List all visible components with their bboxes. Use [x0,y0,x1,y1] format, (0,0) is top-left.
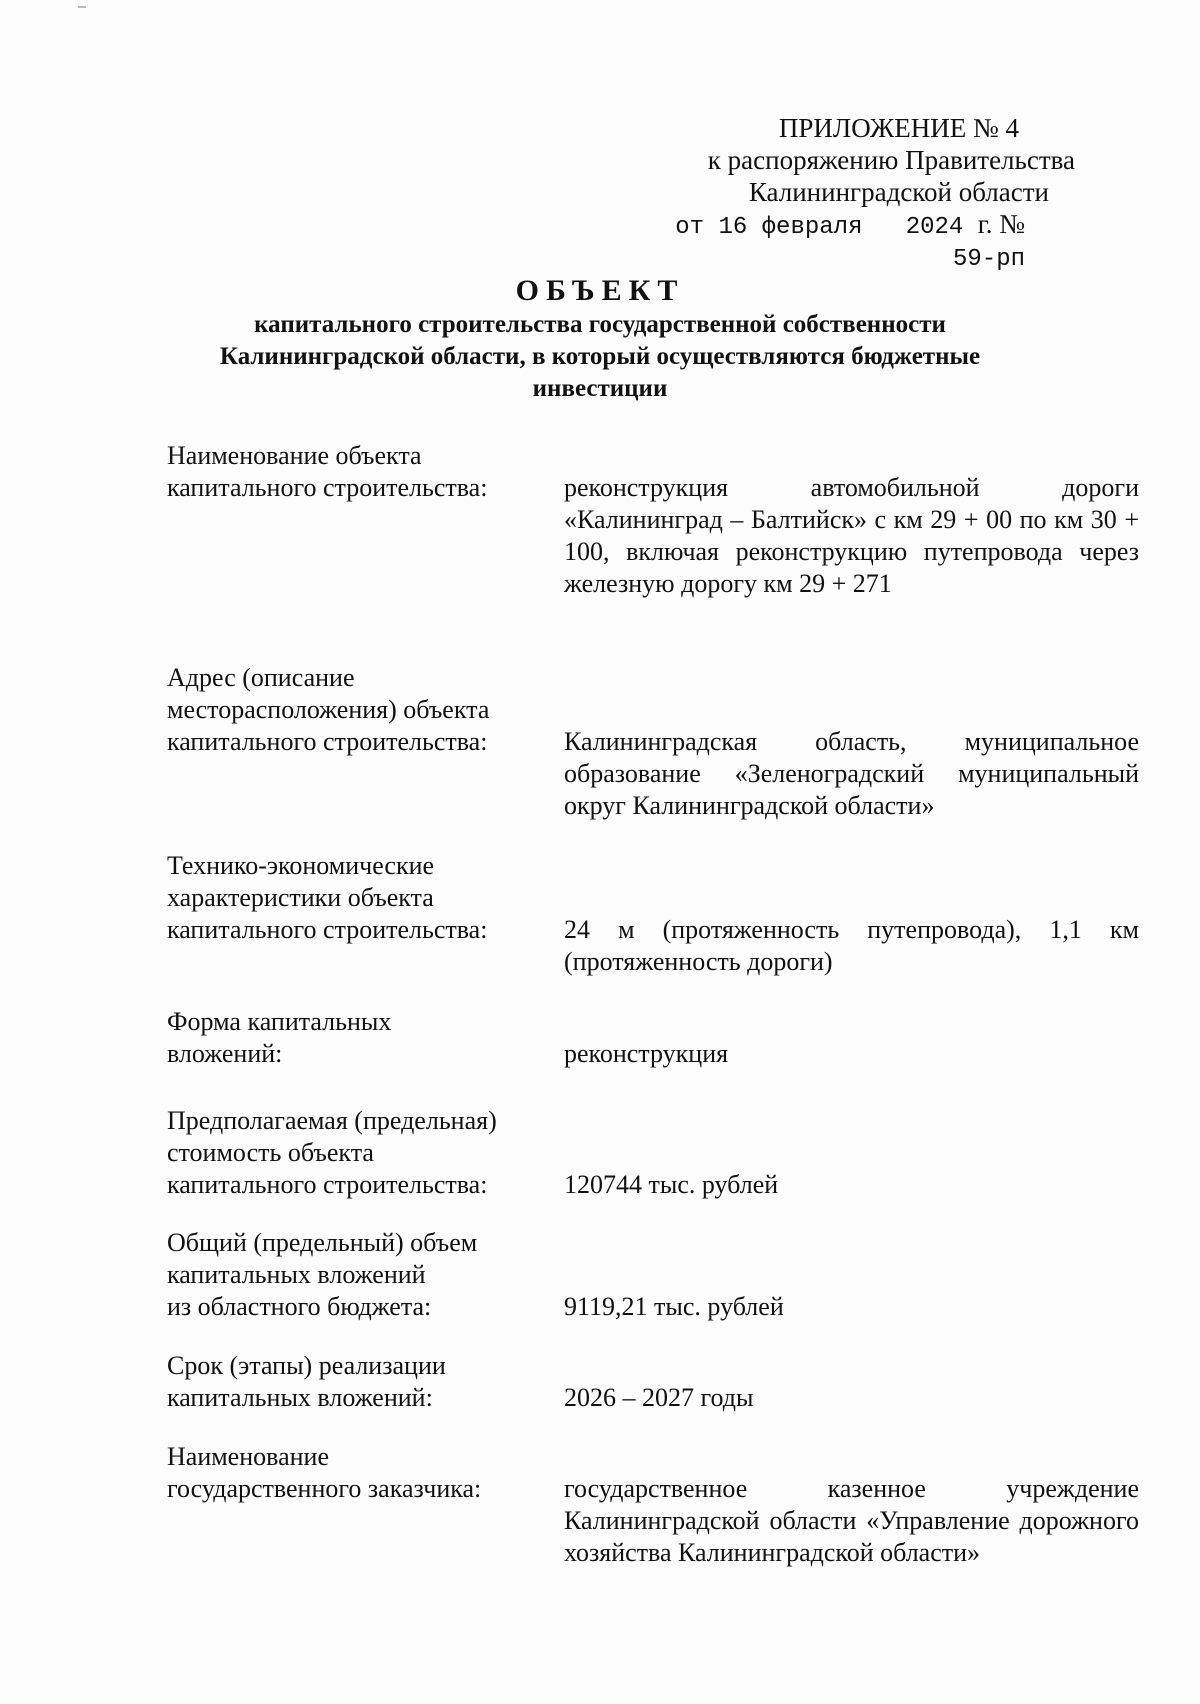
label-line: из областного бюджета: [167,1292,432,1321]
label-line: капитального строительства: [167,473,488,502]
field-label [167,1006,552,1070]
field-label [167,1441,552,1505]
label-line: Технико-экономические [167,851,435,880]
field-value: 2026 – 2027 годы [564,1383,754,1412]
field-value: 9119,21 тыс. рублей [564,1292,784,1321]
title-line-1: капитального строительства государственной собственности [254,311,946,338]
document-title [130,273,1070,405]
field-label [167,1227,552,1323]
label-line: Предполагаемая (предельная) [167,1106,497,1135]
field-value: реконструкция [564,1039,729,1068]
field-value: 24 м (протяженность путепровода), 1,1 км (протяженность дороги) [564,915,1139,976]
scan-mark [78,6,86,8]
field-value: государственное казенное учреждение Калининградской области «Управление дорожного хозяйства Калининградской области» [564,1474,1139,1567]
label-line: Наименование [167,1442,329,1471]
appendix-block [655,112,1075,276]
appendix-date [655,208,1075,276]
field-value: Калининградская область, муниципальное образование «Зеленоградский муниципальный округ Калининградской области» [564,727,1139,820]
field-label [167,1105,552,1201]
label-line: Наименование объекта [167,441,422,470]
title-heading: ОБЪЕКТ [515,274,685,307]
label-line: Общий (предельный) объем [167,1228,478,1257]
date-number-label: г. № [977,209,1025,239]
field-value: реконструкция автомобильной дороги «Калининград – Балтийск» с км 29 + 00 по км 30 + 100, включая реконструкцию путепровода через железную дорогу км 29 + 271 [564,473,1139,598]
label-line: месторасположения) объекта [167,695,490,724]
label-line: капитального строительства: [167,727,488,756]
label-line: Форма капитальных [167,1007,392,1036]
field-value: 120744 тыс. рублей [564,1170,779,1199]
title-line-3: инвестиции [532,375,668,402]
date-prefix: от 16 февраля [675,214,863,241]
title-line-2: Калининградской области, в который осуществляются бюджетные [219,343,981,370]
appendix-title: ПРИЛОЖЕНИЕ № 4 [778,113,1019,143]
label-line: государственного заказчика: [167,1474,482,1503]
label-line: капитальных вложений [167,1260,426,1289]
label-line: Срок (этапы) реализации [167,1351,446,1380]
field-label [167,1350,552,1414]
field-label [167,440,552,504]
label-line: капитального строительства: [167,1170,488,1199]
label-line: стоимость объекта [167,1138,374,1167]
field-label [167,662,552,758]
label-line: капитального строительства: [167,915,488,944]
label-line: вложений: [167,1039,283,1068]
order-number: 59-рп [952,246,1025,273]
date-year: 2024 [905,214,964,241]
label-line: Адрес (описание [167,663,355,692]
label-line: капитальных вложений: [167,1383,433,1412]
label-line: характеристики объекта [167,883,434,912]
appendix-order-ref: к распоряжению Правительства [707,145,1075,175]
field-label [167,850,552,946]
appendix-region: Калининградской области [748,177,1049,207]
